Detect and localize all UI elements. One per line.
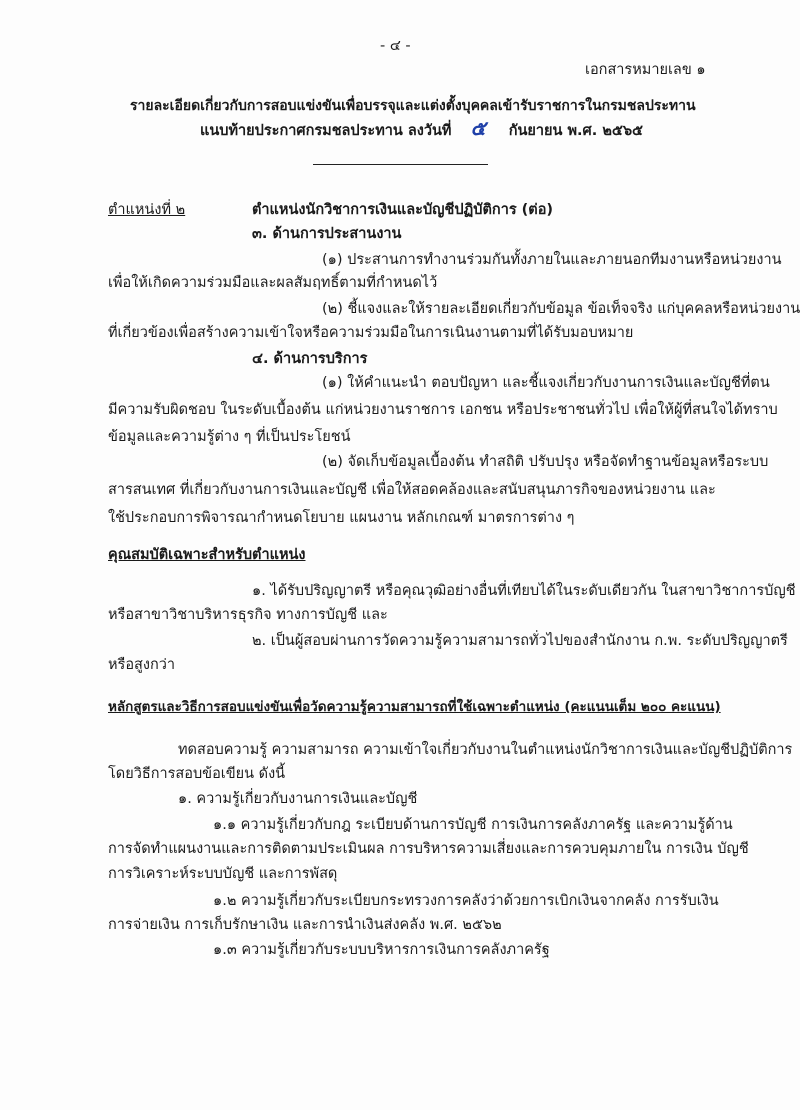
paragraph-line: ๑.๓ ความรู้เกี่ยวกับระบบบริหารการเงินการคลังภาครัฐ (213, 942, 550, 958)
paragraph-line: การจัดทำแผนงานและการติดตามประเมินผล การบริหารความเสี่ยงและการควบคุมภายใน การเงิน บัญชี (108, 841, 749, 857)
paragraph-line: ๑. ได้รับปริญญาตรี หรือคุณวุฒิอย่างอื่นที่เทียบได้ในระดับเดียวกัน ในสาขาวิชาการบัญชี (252, 583, 796, 599)
paragraph-line: ทดสอบความรู้ ความสามารถ ความเข้าใจเกี่ยวกับงานในตำแหน่งนักวิชาการเงินและบัญชีปฏิบัติการ (178, 742, 793, 758)
handwritten-day: ๕ (470, 116, 486, 140)
document-subtitle: แนบท้ายประกาศกรมชลประทาน ลงวันที่ ๕ กันยายน พ.ศ. ๒๕๖๕ (200, 116, 644, 140)
paragraph-line: ๑.๑ ความรู้เกี่ยวกับกฎ ระเบียบด้านการบัญชี การเงินการคลังภาครัฐ และความรู้ด้าน (213, 817, 733, 833)
paragraph-line: มีความรับผิดชอบ ในระดับเบื้องต้น แก่หน่วยงานราชการ เอกชน หรือประชาชนทั่วไป เพื่อให้ผู้ที่สนใจได้ทราบ (108, 402, 778, 418)
paragraph-line: การจ่ายเงิน การเก็บรักษาเงิน และการนำเงินส่งคลัง พ.ศ. ๒๕๖๒ (108, 917, 502, 933)
paragraph-line: ข้อมูลและความรู้ต่าง ๆ ที่เป็นประโยชน์ (108, 429, 351, 445)
section-heading: ๓. ด้านการประสานงาน (252, 226, 402, 242)
paragraph-line: โดยวิธีการสอบข้อเขียน ดังนี้ (108, 766, 286, 782)
paragraph-line: (๑) ให้คำแนะนำ ตอบปัญหา และชี้แจงเกี่ยวกับงานการเงินและบัญชีที่ตน (322, 375, 770, 391)
paragraph-line: สารสนเทศ ที่เกี่ยวกับงานการเงินและบัญชี เพื่อให้สอดคล้องและสนับสนุนภารกิจของหน่วยงาน และ (108, 482, 716, 498)
document-number: เอกสารหมายเลข ๑ (585, 62, 706, 78)
paragraph-line: ใช้ประกอบการพิจารณากำหนดโยบาย แผนงาน หลักเกณฑ์ มาตรการต่าง ๆ (108, 510, 575, 526)
exam-heading: หลักสูตรและวิธีการสอบแข่งขันเพื่อวัดความรู้ความสามารถที่ใช้เฉพาะตำแหน่ง (คะแนนเต็ม ๒๐๐ คะแนน) (108, 699, 721, 715)
paragraph-line: ๑. ความรู้เกี่ยวกับงานการเงินและบัญชี (178, 791, 418, 807)
qualifications-heading: คุณสมบัติเฉพาะสำหรับตำแหน่ง (108, 547, 306, 563)
paragraph-line: หรือสาขาวิชาบริหารธุรกิจ ทางการบัญชี และ (108, 607, 388, 623)
paragraph-line: (๑) ประสานการทำงานร่วมกันทั้งภายในและภายนอกทีมงานหรือหน่วยงาน (322, 252, 782, 268)
paragraph-line: ๒. เป็นผู้สอบผ่านการวัดความรู้ความสามารถทั่วไปของสำนักงาน ก.พ. ระดับปริญญาตรี (252, 633, 788, 649)
position-title: ตำแหน่งนักวิชาการเงินและบัญชีปฏิบัติการ (ต่อ) (252, 202, 554, 218)
paragraph-line: (๒) ชี้แจงและให้รายละเอียดเกี่ยวกับข้อมูล ข้อเท็จจริง แก่บุคคลหรือหน่วยงาน (322, 301, 800, 317)
paragraph-line: ที่เกี่ยวข้องเพื่อสร้างความเข้าใจหรือความร่วมมือในการเนินงานตามที่ได้รับมอบหมาย (108, 325, 634, 341)
paragraph-line: การวิเคราะห์ระบบบัญชี และการพัสดุ (108, 866, 338, 882)
paragraph-line: ๑.๒ ความรู้เกี่ยวกับระเบียบกระทรวงการคลังว่าด้วยการเบิกเงินจากคลัง การรับเงิน (213, 893, 719, 909)
section-heading: ๔. ด้านการบริการ (252, 351, 368, 367)
paragraph-line: (๒) จัดเก็บข้อมูลเบื้องต้น ทำสถิติ ปรับปรุง หรือจัดทำฐานข้อมูลหรือระบบ (322, 454, 769, 470)
document-title: รายละเอียดเกี่ยวกับการสอบแข่งขันเพื่อบรรจุและแต่งตั้งบุคคลเข้ารับราชการในกรมชลประทาน (130, 98, 696, 114)
page-number: - ๔ - (380, 38, 411, 54)
position-label: ตำแหน่งที่ ๒ (108, 202, 186, 218)
title-divider (313, 164, 488, 165)
paragraph-line: เพื่อให้เกิดความร่วมมือและผลสัมฤทธิ์ตามที่กำหนดไว้ (108, 275, 438, 291)
paragraph-line: หรือสูงกว่า (108, 657, 176, 673)
